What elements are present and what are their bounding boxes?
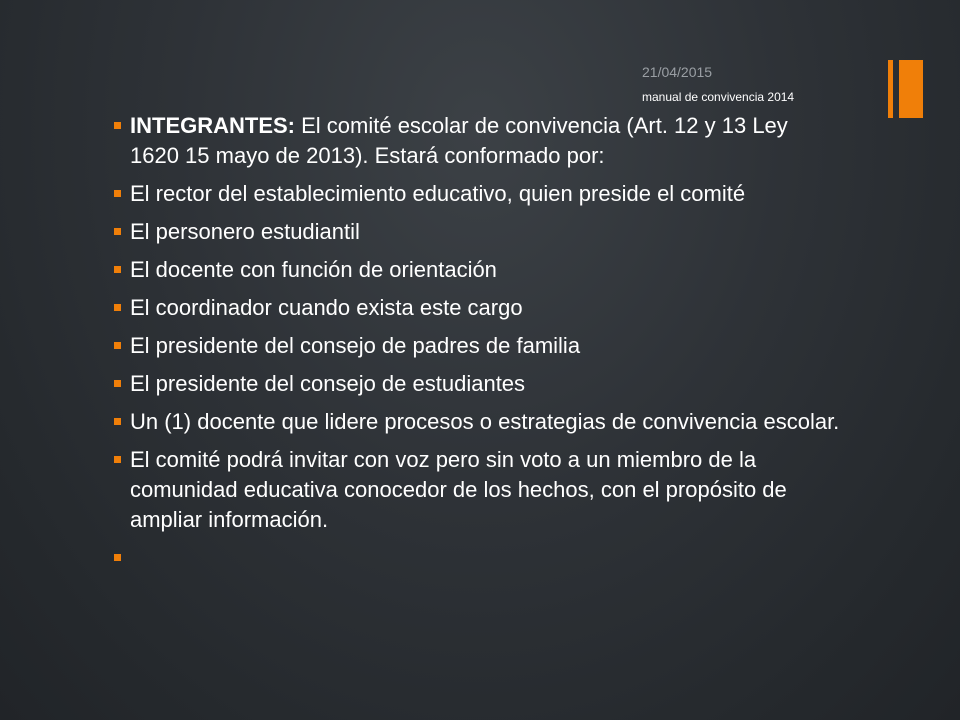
bullet-square-icon: [114, 190, 121, 197]
bullet-item: [112, 369, 842, 399]
slide-body: [112, 111, 842, 581]
bullet-text: El coordinador cuando exista este cargo: [130, 295, 523, 320]
bullet-square-icon: [114, 122, 121, 129]
bullet-list: [112, 111, 842, 573]
bullet-item: [112, 331, 842, 361]
bullet-item-integrantes: [112, 111, 842, 171]
bullet-text: El presidente del consejo de padres de familia: [130, 333, 581, 358]
bullet-bold-label: INTEGRANTES:: [130, 113, 295, 138]
bullet-square-icon: [114, 304, 121, 311]
bullet-text: El presidente del consejo de estudiantes: [130, 371, 526, 396]
bullet-text: Un (1) docente que lidere procesos o estrategias de convivencia escolar.: [130, 409, 840, 434]
bullet-square-icon: [114, 266, 121, 273]
bullet-item: [112, 293, 842, 323]
bullet-text: El rector del establecimiento educativo, quien preside el comité: [130, 181, 746, 206]
slide-footer-note: manual de convivencia 2014: [642, 90, 795, 104]
bullet-item: [112, 179, 842, 209]
bullet-item-empty: [112, 543, 842, 573]
accent-bar-thin: [888, 60, 893, 118]
bullet-square-icon: [114, 418, 121, 425]
bullet-item: [112, 255, 842, 285]
bullet-item: [112, 407, 842, 437]
bullet-square-icon: [114, 380, 121, 387]
bullet-square-icon: [114, 228, 121, 235]
bullet-square-icon: [114, 456, 121, 463]
bullet-text: El docente con función de orientación: [130, 257, 497, 282]
slide-date: 21/04/2015: [642, 64, 713, 80]
bullet-text: El comité podrá invitar con voz pero sin voto a un miembro de la comunidad educativa conocedor de los hechos, con el propósito de ampliar información.: [130, 447, 787, 532]
bullet-text: El personero estudiantil: [130, 219, 360, 244]
bullet-square-icon: [114, 342, 121, 349]
bullet-text: El comité escolar de convivencia (Art. 12 y 13 Ley 1620 15 mayo de 2013). Estará conformado por:: [130, 113, 788, 168]
bullet-item: [112, 445, 842, 535]
bullet-square-icon: [114, 554, 121, 561]
bullet-item: [112, 217, 842, 247]
accent-bar-thick: [899, 60, 923, 118]
